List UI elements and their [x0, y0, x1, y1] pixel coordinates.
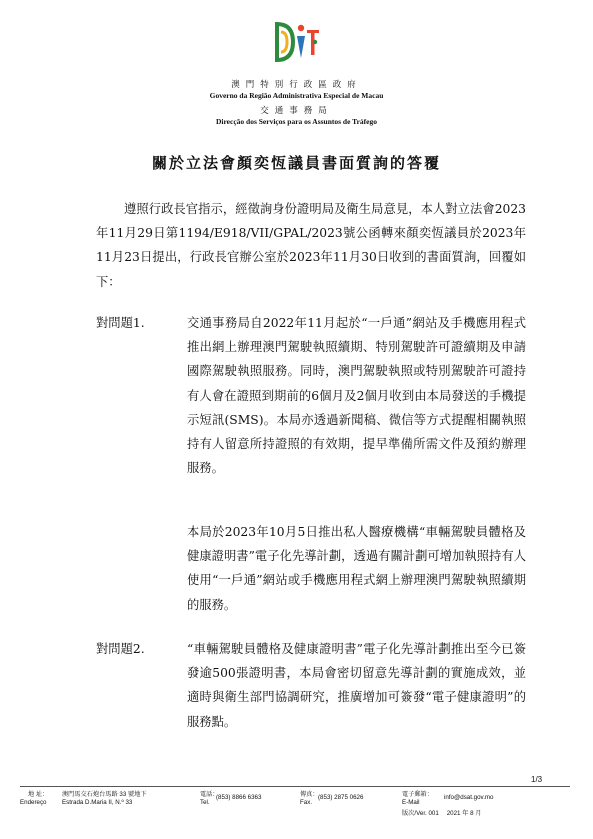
answer-1-paragraph-1: 交通事務局自2022年11月起於“一戶通”網站及手機應用程式推出網上辦理澳門駕駛執照續期、特別駕駛許可證續期及申請國際駕駛執照服務。同時，澳門駕駛執照或特別駕駛許可證持有人會在證照到期前的6個月及2個月收到由本局發送的手機提示短訊(SMS)。本局亦透過新聞稿、微信等方式提醒相關執照持有人留意所持證照的有效期，提早準備所需文件及預約辦理服務。	[187, 316, 526, 476]
footer-email-label-zh: 電子郵箱：	[402, 791, 433, 798]
footer-tel: (853) 8866 6363	[216, 794, 262, 801]
footer-fax-label-pt: Fax.	[300, 799, 313, 806]
answer-1-label: 對問題1.	[96, 316, 145, 330]
footer-address-zh: 澳門馬交石炮台馬路 33 號地下	[62, 791, 147, 798]
answer-2-label: 對問題2.	[96, 642, 145, 656]
footer-tel-label-pt: Tel.	[200, 799, 210, 806]
footer-version: 版次/Ver. 001 2021 年 8 月	[402, 810, 482, 817]
footer-email-label-pt: E-Mail	[402, 799, 420, 806]
document-title: 關於立法會顏奕恆議員書面質詢的答覆	[151, 154, 441, 172]
page-number: 1/3	[531, 775, 543, 784]
department-name-zh: 交通事務局	[260, 106, 333, 116]
footer-divider	[20, 786, 570, 787]
answer-1-paragraph-2: 本局於2023年10月5日推出私人醫療機構“車輛駕駛員體格及健康證明書”電子化先導計劃，透過有關計劃可增加執照持有人使用“一戶通”網站或手機應用程式網上辦理澳門駕駛執照續期的服務。	[187, 525, 526, 612]
government-name-pt: Governo da Região Administrativa Especial de Macau	[209, 91, 384, 100]
footer-email[interactable]: info@dsat.gov.mo	[444, 794, 494, 801]
intro-paragraph: 遵照行政長官指示，經徵詢身份證明局及衛生局意見，本人對立法會2023年11月29日第1194/E918/VII/GPAL/2023號公函轉來顏奕恆議員於2023年11月23日提出，行政長官辦公室於2023年11月30日收到的書面質詢，回覆如下：	[96, 202, 526, 289]
government-name-zh: 澳門特別行政區政府	[231, 80, 362, 90]
footer-address-label-zh: 地 址：	[28, 791, 49, 798]
footer-address-label-pt: Endereço	[20, 799, 47, 806]
footer-fax-label-zh: 傳真：	[300, 791, 319, 798]
footer-fax: (853) 2875 0626	[318, 794, 364, 801]
footer-tel-label-zh: 電話：	[200, 791, 219, 798]
answer-2-paragraph-1: “車輛駕駛員體格及健康證明書”電子化先導計劃推出至今已簽發逾500張證明書，本局會密切留意先導計劃的實施成效，並適時與衛生部門協調研究，推廣增加可簽發“電子健康證明”的服務點。	[187, 642, 526, 729]
department-name-pt: Direcção dos Serviços para os Assuntos de Tráfego	[215, 117, 378, 126]
dsat-logo	[271, 18, 323, 66]
footer-address-pt: Estrada D.Maria II, N.º 33	[62, 799, 133, 806]
